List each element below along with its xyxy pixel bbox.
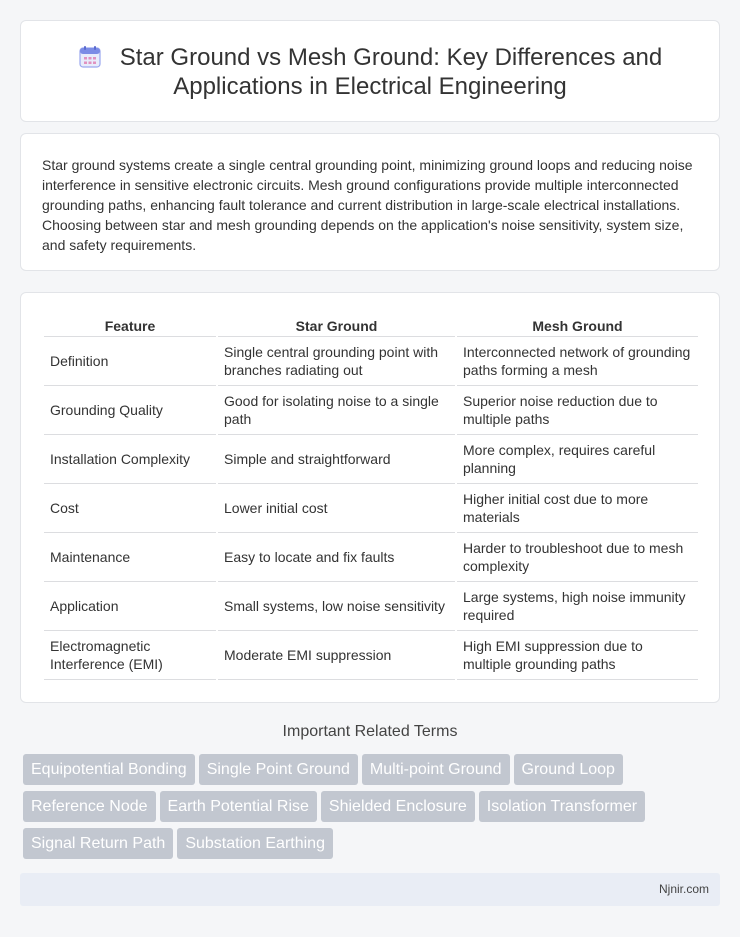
feature-cell: Maintenance <box>44 533 216 582</box>
tag-ground-loop[interactable]: Ground Loop <box>514 754 623 785</box>
feature-cell: Application <box>44 582 216 631</box>
feature-cell: Installation Complexity <box>44 435 216 484</box>
table-row <box>44 484 698 533</box>
star-cell: Lower initial cost <box>218 484 455 533</box>
page-title <box>21 43 719 101</box>
mesh-cell: More complex, requires careful planning <box>457 435 698 484</box>
calendar-icon <box>78 45 102 69</box>
mesh-cell: Large systems, high noise immunity required <box>457 582 698 631</box>
mesh-cell: Harder to troubleshoot due to mesh complexity <box>457 533 698 582</box>
mesh-cell: High EMI suppression due to multiple grounding paths <box>457 631 698 680</box>
table-row <box>44 337 698 386</box>
tag-reference-node[interactable]: Reference Node <box>23 791 156 822</box>
tag-isolation-transformer[interactable]: Isolation Transformer <box>479 791 645 822</box>
related-terms-list <box>23 754 713 865</box>
tag-substation-earthing[interactable]: Substation Earthing <box>177 828 333 859</box>
star-cell: Simple and straightforward <box>218 435 455 484</box>
table-row <box>44 631 698 680</box>
title-card <box>20 20 720 122</box>
table-row <box>44 582 698 631</box>
intro-card <box>20 133 720 271</box>
mesh-cell: Higher initial cost due to more materials <box>457 484 698 533</box>
table-row <box>44 533 698 582</box>
star-cell: Small systems, low noise sensitivity <box>218 582 455 631</box>
tag-earth-potential-rise[interactable]: Earth Potential Rise <box>160 791 317 822</box>
feature-cell: Definition <box>44 337 216 386</box>
feature-cell: Grounding Quality <box>44 386 216 435</box>
star-cell: Moderate EMI suppression <box>218 631 455 680</box>
tag-row <box>23 828 713 865</box>
comparison-table <box>42 315 700 680</box>
tag-shielded-enclosure[interactable]: Shielded Enclosure <box>321 791 475 822</box>
footer <box>20 873 720 906</box>
tag-single-point-ground[interactable]: Single Point Ground <box>199 754 358 785</box>
star-cell: Single central grounding point with branches radiating out <box>218 337 455 386</box>
related-terms-title: Important Related Terms <box>282 723 458 740</box>
mesh-cell: Interconnected network of grounding paths forming a mesh <box>457 337 698 386</box>
header-feature: Feature <box>44 315 216 337</box>
comparison-table-card <box>20 292 720 703</box>
star-cell: Good for isolating noise to a single path <box>218 386 455 435</box>
mesh-cell: Superior noise reduction due to multiple paths <box>457 386 698 435</box>
tag-multi-point-ground[interactable]: Multi-point Ground <box>362 754 510 785</box>
tag-row <box>23 791 713 828</box>
table-row <box>44 435 698 484</box>
title-line-1: Star Ground vs Mesh Ground: Key Differences and <box>119 44 663 71</box>
title-line-2: Applications in Electrical Engineering <box>173 73 567 100</box>
table-header-row <box>44 315 698 337</box>
tag-equipotential-bonding[interactable]: Equipotential Bonding <box>23 754 195 785</box>
header-mesh-ground: Mesh Ground <box>457 315 698 337</box>
intro-text: Star ground systems create a single central grounding point, minimizing ground loops and reducing noise interference in sensitive electronic circuits. Mesh ground configurations provide multiple interconnected grounding paths, enhancing fault tolerance and current distribution in large-scale electrical installations. Choosing between star and mesh grounding depends on the application's noise sensitivity, system size, and safety requirements. <box>42 157 693 253</box>
table-row <box>44 386 698 435</box>
header-star-ground: Star Ground <box>218 315 455 337</box>
tag-row <box>23 754 713 791</box>
feature-cell: Cost <box>44 484 216 533</box>
star-cell: Easy to locate and fix faults <box>218 533 455 582</box>
footer-site-link[interactable]: Njnir.com <box>658 882 709 896</box>
tag-signal-return-path[interactable]: Signal Return Path <box>23 828 173 859</box>
feature-cell: Electromagnetic Interference (EMI) <box>44 631 216 680</box>
